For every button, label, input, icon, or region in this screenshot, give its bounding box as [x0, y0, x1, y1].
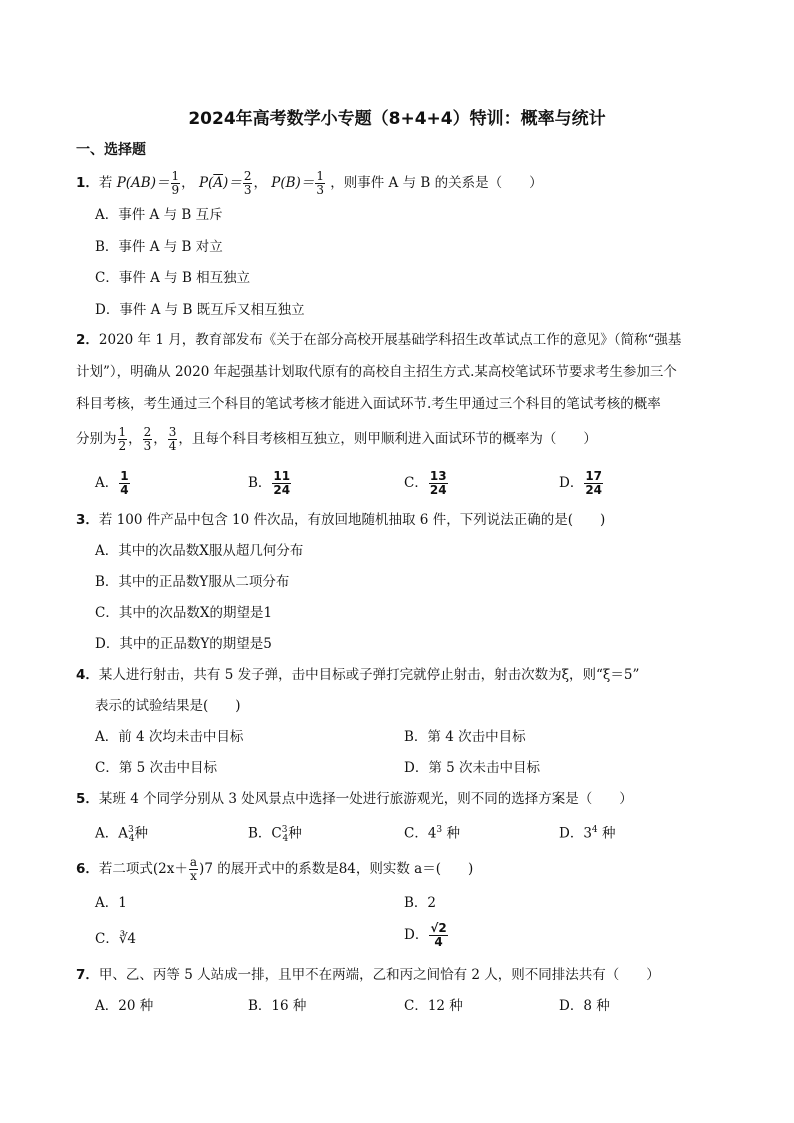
q1-option-a: A．事件 A 与 B 互斥: [95, 207, 223, 223]
q4-option-c: C．第 5 次击中目标: [95, 760, 218, 776]
q2-option-a: A． $\frac{1}{4}$: [95, 469, 129, 497]
question-7-stem: 7．甲、乙、丙等 5 人站成一排，且甲不在两端，乙和丙之间恰有 2 人，则不同排法共有（ ）: [76, 967, 660, 983]
question-4-line-2: 表示的试验结果是( ): [95, 698, 241, 714]
page-title: 2024年高考数学小专题（8+4+4）特训：概率与统计: [188, 109, 606, 129]
q3-option-c: C．其中的次品数X的期望是1: [95, 605, 273, 621]
section-heading: 一、选择题: [76, 142, 146, 158]
q6-option-a: A．1: [95, 895, 127, 911]
q5-option-c: C．$4^3$ 种: [404, 825, 460, 842]
q3-option-b: B．其中的正品数Y服从二项分布: [95, 574, 290, 590]
q2-option-d: D． $\frac{17}{24}$: [559, 469, 603, 497]
question-2-line-3: 科目考核，考生通过三个科目的笔试考核才能进入面试环节.考生甲通过三个科目的笔试考核的概率: [76, 396, 661, 412]
fraction: $\frac{1}{9}$: [171, 169, 180, 197]
fraction: $\frac{1}{3}$: [316, 169, 324, 197]
q2-option-b: B． $\frac{11}{24}$: [248, 469, 291, 497]
question-number: 1．: [76, 175, 99, 191]
q5-option-d: D．$3^4$ 种: [559, 825, 616, 842]
q1-option-b: B．事件 A 与 B 对立: [95, 239, 223, 255]
q1-option-d: D．事件 A 与 B 既互斥又相互独立: [95, 302, 305, 318]
question-2-line-1: 2．2020 年 1 月，教育部发布《关于在部分高校开展基础学科招生改革试点工作的意见》（简称“强基: [76, 332, 682, 348]
q7-option-b: B．16 种: [248, 998, 307, 1014]
q4-option-a: A．前 4 次均未击中目标: [95, 729, 244, 745]
fraction: $\frac{2}{3}$: [243, 169, 252, 197]
question-3-stem: 3．若 100 件产品中包含 10 件次品，有放回地随机抽取 6 件，下列说法正确的是( ): [76, 512, 606, 528]
q4-option-b: B．第 4 次击中目标: [404, 729, 526, 745]
q6-option-c: C．∛4: [95, 931, 137, 947]
q7-option-a: A．20 种: [95, 998, 154, 1014]
q5-option-b: B．$C^3_4$种: [248, 825, 302, 845]
question-2-line-2: 计划”），明确从 2020 年起强基计划取代原有的高校自主招生方式.某高校笔试环节要求考生参加三个: [76, 364, 677, 380]
q7-option-c: C．12 种: [404, 998, 463, 1014]
question-5-stem: 5．某班 4 个同学分别从 3 处风景点中选择一处进行旅游观光，则不同的选择方案是（ ）: [76, 791, 633, 807]
q3-option-d: D．其中的正品数Y的期望是5: [95, 636, 272, 652]
question-1-stem: 1．若 P(AB)＝ $\frac{1}{9}$ ， $P(\overline{A})=$ $\frac{2}{3}$ ， P(B)＝ $\frac{1}{3}$ ，则事件 A 与 B 的关系是（ ）: [76, 169, 543, 197]
q2-option-c: C． $\frac{13}{24}$: [404, 469, 447, 497]
q7-option-d: D．8 种: [559, 998, 610, 1014]
q3-option-a: A．其中的次品数X服从超几何分布: [95, 543, 304, 559]
question-2-line-4: 分别为 $\frac{1}{2}$ ， $\frac{2}{3}$ ， $\frac{3}{4}$ ，且每个科目考核相互独立，则甲顺利进入面试环节的概率为（ ）: [76, 425, 597, 453]
question-6-stem: 6．若二项式(2x＋ $\frac{a}{x}$ )7 的展开式中的系数是84，则实数 a＝( ): [76, 855, 474, 883]
q1-option-c: C．事件 A 与 B 相互独立: [95, 270, 251, 286]
q4-option-d: D．第 5 次未击中目标: [404, 760, 540, 776]
q5-option-a: A．$A^3_4$种: [95, 825, 148, 845]
question-4-line-1: 4．某人进行射击，共有 5 发子弹，击中目标或子弹打完就停止射击，射击次数为ξ，则“ξ＝5”: [76, 667, 640, 683]
q6-option-d: D． $\frac{√2}{4}$: [404, 921, 447, 949]
q6-option-b: B．2: [404, 895, 437, 911]
